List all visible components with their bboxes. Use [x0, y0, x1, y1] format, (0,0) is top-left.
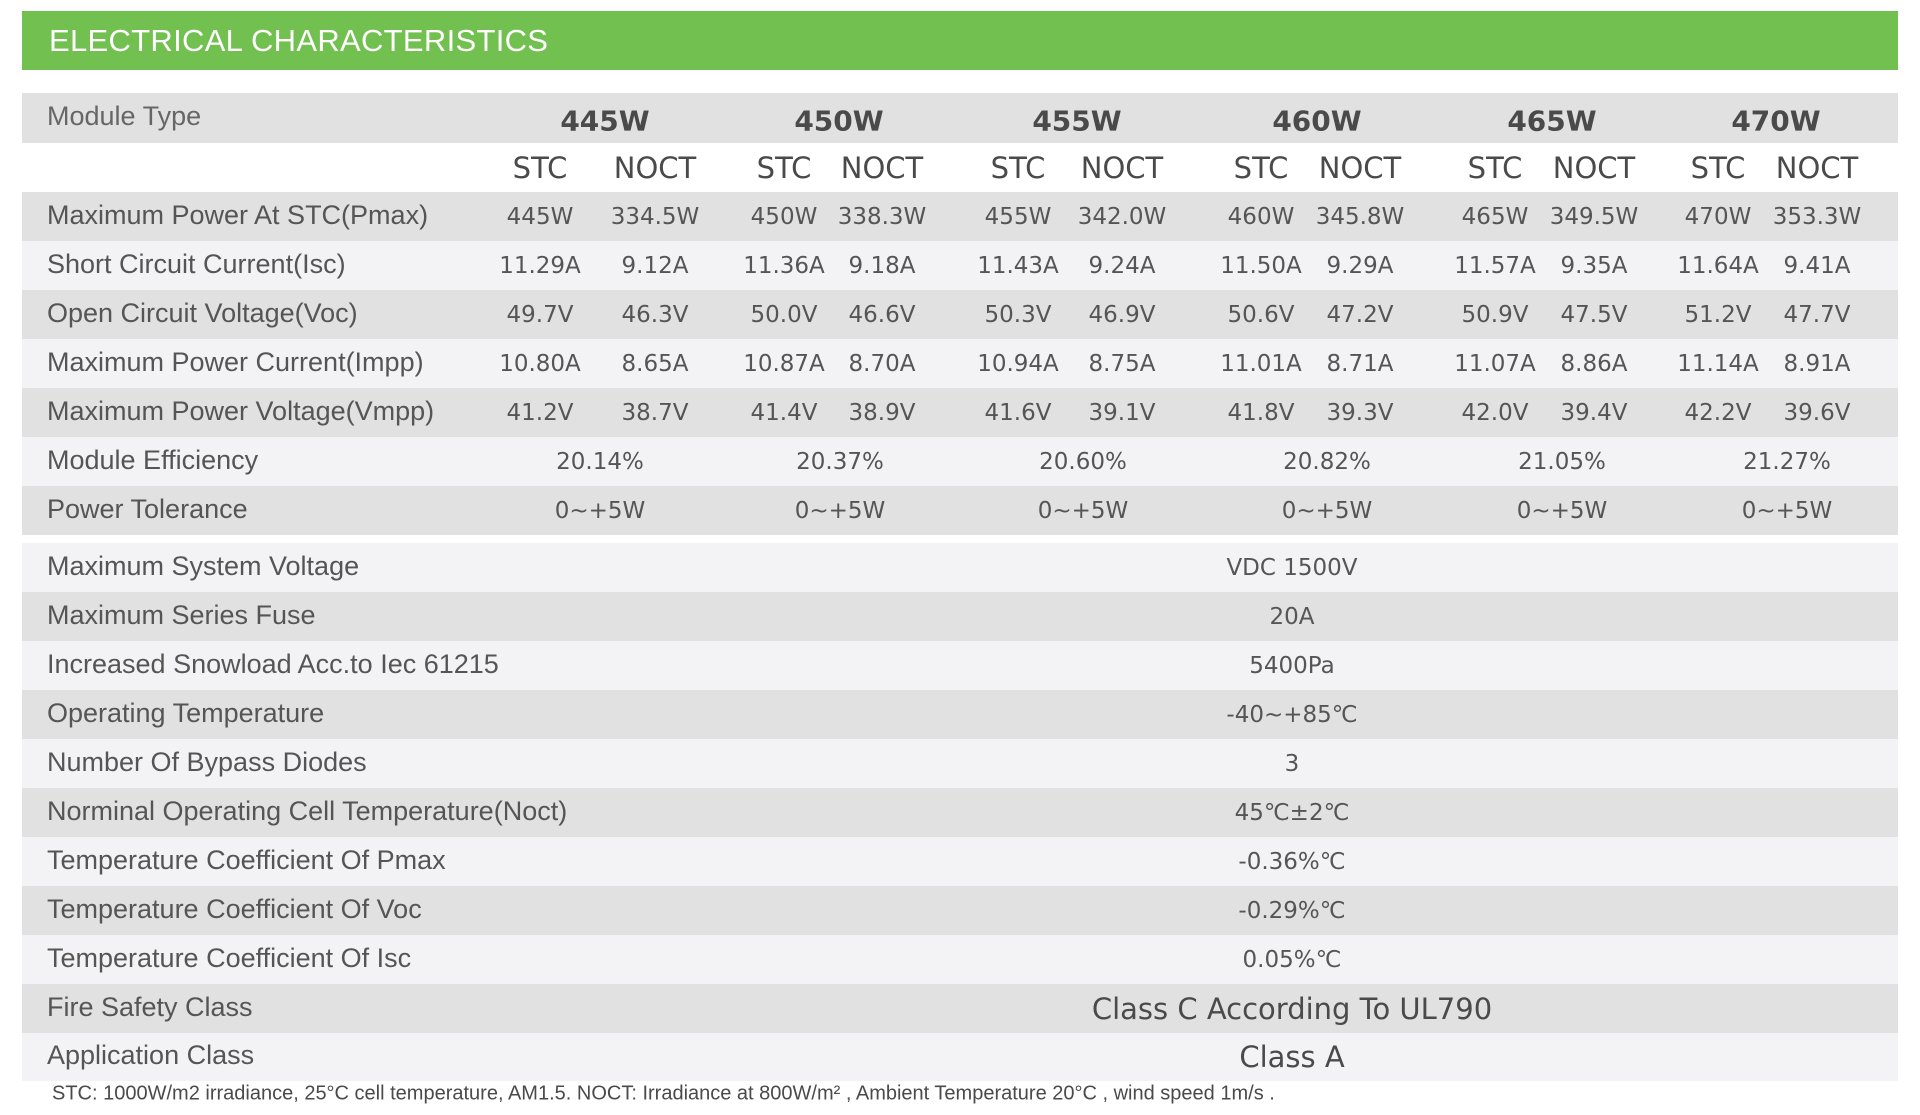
stc-value: 11.36A	[743, 252, 825, 279]
noct-label: NOCT	[613, 150, 697, 185]
model-value: 21.27%	[1743, 448, 1831, 475]
stc-value: 49.7V	[506, 301, 574, 328]
noct-value: 8.86A	[1560, 350, 1628, 377]
noct-label: NOCT	[1775, 150, 1859, 185]
spec-label: Power Tolerance	[47, 493, 248, 524]
spec-row	[22, 241, 1898, 290]
model-value: 0~+5W	[1037, 497, 1129, 524]
stc-value: 11.29A	[499, 252, 581, 279]
stc-value: 11.01A	[1220, 350, 1302, 377]
spec-label: Number Of Bypass Diodes	[47, 746, 367, 777]
spec-label: Application Class	[47, 1039, 255, 1070]
stc-value: 11.50A	[1220, 252, 1302, 279]
spec-label: Increased Snowload Acc.to Iec 61215	[47, 648, 499, 679]
noct-value: 342.0W	[1077, 203, 1167, 230]
model-445w: 445W	[560, 104, 650, 138]
stc-value: 51.2V	[1684, 301, 1752, 328]
model-value: 20.37%	[796, 448, 884, 475]
spec-row	[22, 788, 1898, 837]
noct-value: 39.1V	[1088, 399, 1156, 426]
stc-value: 11.43A	[977, 252, 1059, 279]
stc-value: 465W	[1461, 203, 1529, 230]
spec-row	[22, 543, 1898, 592]
stc-label: STC	[756, 150, 812, 185]
noct-label: NOCT	[1080, 150, 1164, 185]
noct-value: 46.6V	[848, 301, 916, 328]
spec-label: Temperature Coefficient Of Voc	[47, 893, 422, 924]
stc-value: 460W	[1227, 203, 1295, 230]
spec-label: Maximum Series Fuse	[47, 599, 316, 630]
noct-value: 334.5W	[610, 203, 700, 230]
common-value: -0.36%℃	[1238, 848, 1346, 875]
noct-value: 349.5W	[1549, 203, 1639, 230]
noct-label: NOCT	[1318, 150, 1402, 185]
model-value: 0~+5W	[554, 497, 646, 524]
stc-value: 445W	[506, 203, 574, 230]
noct-value: 46.9V	[1088, 301, 1156, 328]
spec-row	[22, 837, 1898, 886]
noct-value: 39.4V	[1560, 399, 1628, 426]
stc-label: STC	[1233, 150, 1289, 185]
model-value: 20.82%	[1283, 448, 1371, 475]
noct-value: 47.7V	[1783, 301, 1851, 328]
stc-value: 10.87A	[743, 350, 825, 377]
noct-value: 47.5V	[1560, 301, 1628, 328]
spec-row	[22, 339, 1898, 388]
specs-table	[22, 93, 1898, 1081]
stc-value: 50.9V	[1461, 301, 1529, 328]
noct-value: 46.3V	[621, 301, 689, 328]
spec-label: Open Circuit Voltage(Voc)	[47, 297, 358, 328]
spec-label: Maximum Power Voltage(Vmpp)	[47, 395, 435, 426]
model-value: 0~+5W	[1281, 497, 1373, 524]
noct-value: 38.7V	[621, 399, 689, 426]
module-type-label: Module Type	[47, 100, 202, 131]
stc-value: 11.14A	[1677, 350, 1759, 377]
noct-value: 47.2V	[1326, 301, 1394, 328]
stc-label: STC	[990, 150, 1046, 185]
spec-label: Temperature Coefficient Of Pmax	[47, 844, 446, 875]
noct-value: 9.18A	[848, 252, 916, 279]
noct-value: 39.6V	[1783, 399, 1851, 426]
noct-value: 8.71A	[1326, 350, 1394, 377]
model-450w: 450W	[794, 104, 884, 138]
spec-label: Maximum Power At STC(Pmax)	[47, 199, 429, 230]
spec-row	[22, 690, 1898, 739]
stc-value: 41.6V	[984, 399, 1052, 426]
spec-label: Maximum Power Current(Impp)	[47, 346, 424, 377]
spec-label: Module Efficiency	[47, 444, 259, 475]
spec-label: Short Circuit Current(Isc)	[47, 248, 346, 279]
model-value: 20.60%	[1039, 448, 1127, 475]
spec-row	[22, 1033, 1898, 1081]
stc-value: 41.2V	[506, 399, 574, 426]
model-455w: 455W	[1032, 104, 1122, 138]
stc-value: 50.0V	[750, 301, 818, 328]
spec-label: Temperature Coefficient Of Isc	[47, 942, 412, 973]
model-value: 20.14%	[556, 448, 644, 475]
spec-row	[22, 290, 1898, 339]
model-value: 0~+5W	[1741, 497, 1833, 524]
spec-row	[22, 437, 1898, 486]
footnote: STC: 1000W/m2 irradiance, 25°C cell temperature, AM1.5. NOCT: Irradiance at 800W/m² , Ambient Temperature 20°C , wind speed 1m/s .	[52, 1082, 1275, 1105]
common-value: 3	[1284, 750, 1300, 777]
model-value: 0~+5W	[794, 497, 886, 524]
stc-value: 41.4V	[750, 399, 818, 426]
noct-value: 9.29A	[1326, 252, 1394, 279]
stc-value: 42.2V	[1684, 399, 1752, 426]
noct-value: 353.3W	[1772, 203, 1862, 230]
noct-value: 9.12A	[621, 252, 689, 279]
stc-label: STC	[512, 150, 568, 185]
spec-row	[22, 192, 1898, 241]
noct-value: 9.35A	[1560, 252, 1628, 279]
stc-value: 50.3V	[984, 301, 1052, 328]
spec-label: Norminal Operating Cell Temperature(Noct)	[47, 795, 568, 826]
common-value: VDC 1500V	[1226, 554, 1358, 581]
stc-value: 11.64A	[1677, 252, 1759, 279]
stc-value: 470W	[1684, 203, 1752, 230]
spec-row	[22, 739, 1898, 788]
spec-label: Maximum System Voltage	[47, 550, 360, 581]
model-value: 0~+5W	[1516, 497, 1608, 524]
stc-value: 50.6V	[1227, 301, 1295, 328]
spec-row	[22, 886, 1898, 935]
noct-value: 8.75A	[1088, 350, 1156, 377]
spec-row	[22, 935, 1898, 984]
spec-row	[22, 592, 1898, 641]
noct-value: 8.65A	[621, 350, 689, 377]
noct-value: 9.41A	[1783, 252, 1851, 279]
stc-value: 10.80A	[499, 350, 581, 377]
row-gap	[22, 535, 1898, 543]
stc-value: 11.57A	[1454, 252, 1536, 279]
model-460w: 460W	[1272, 104, 1362, 138]
common-value: Class C According To UL790	[1091, 991, 1493, 1026]
common-value: -0.29%℃	[1238, 897, 1346, 924]
stc-label: STC	[1467, 150, 1523, 185]
common-value: Class A	[1239, 1040, 1345, 1074]
noct-value: 39.3V	[1326, 399, 1394, 426]
stc-value: 41.8V	[1227, 399, 1295, 426]
model-470w: 470W	[1731, 104, 1821, 138]
noct-value: 9.24A	[1088, 252, 1156, 279]
noct-value: 8.70A	[848, 350, 916, 377]
noct-label: NOCT	[840, 150, 924, 185]
stc-value: 42.0V	[1461, 399, 1529, 426]
section-title: ELECTRICAL CHARACTERISTICS	[22, 11, 1898, 70]
noct-value: 338.3W	[837, 203, 927, 230]
stc-value: 450W	[750, 203, 818, 230]
model-header-row	[22, 93, 1898, 143]
common-value: 5400Pa	[1249, 652, 1335, 679]
common-value: 0.05%℃	[1242, 946, 1342, 973]
noct-value: 38.9V	[848, 399, 916, 426]
stc-value: 11.07A	[1454, 350, 1536, 377]
stc-noct-header-row	[22, 143, 1898, 192]
noct-label: NOCT	[1552, 150, 1636, 185]
spec-row	[22, 388, 1898, 437]
spec-label: Fire Safety Class	[47, 991, 253, 1022]
common-value: 20A	[1269, 603, 1315, 630]
noct-value: 8.91A	[1783, 350, 1851, 377]
stc-label: STC	[1690, 150, 1746, 185]
stc-value: 10.94A	[977, 350, 1059, 377]
noct-value: 345.8W	[1315, 203, 1405, 230]
spec-label: Operating Temperature	[47, 697, 325, 728]
spec-row	[22, 641, 1898, 690]
model-value: 21.05%	[1518, 448, 1606, 475]
spec-row	[22, 984, 1898, 1033]
spec-row	[22, 486, 1898, 535]
common-value: 45℃±2℃	[1234, 799, 1350, 826]
stc-value: 455W	[984, 203, 1052, 230]
common-value: -40~+85℃	[1226, 701, 1358, 728]
model-465w: 465W	[1507, 104, 1597, 138]
